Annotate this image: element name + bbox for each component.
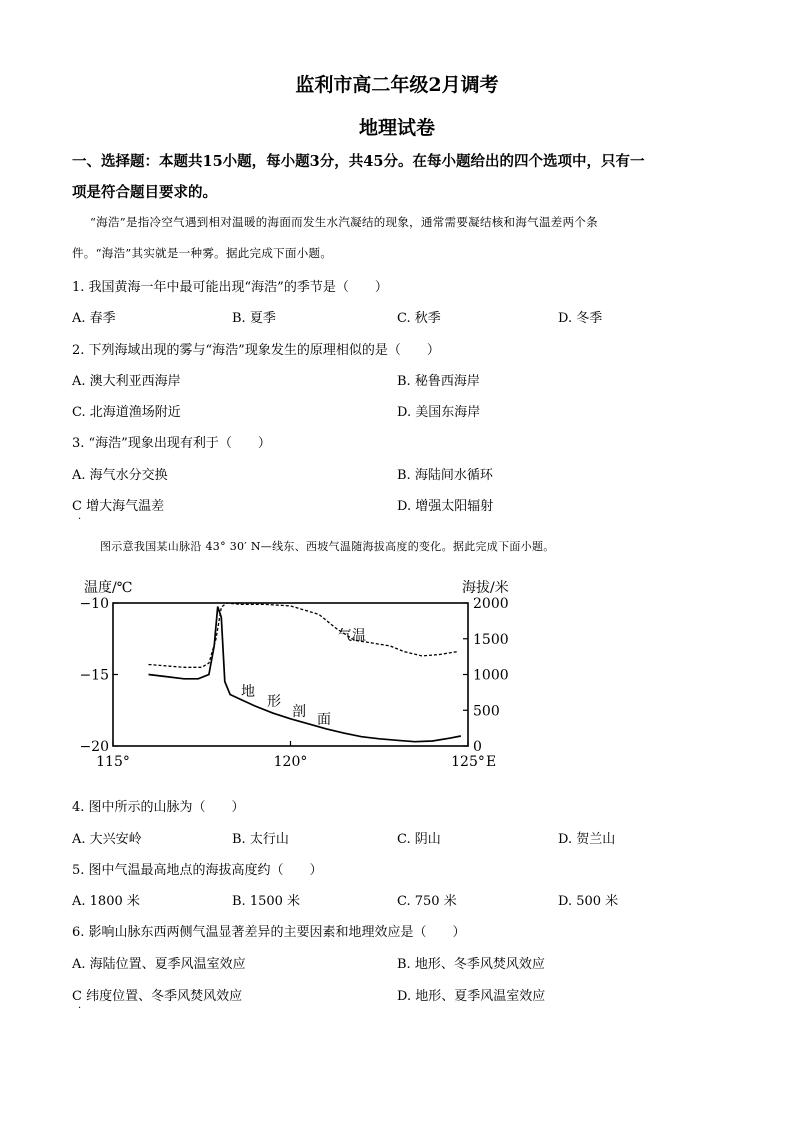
temperature-series-line — [149, 603, 458, 667]
y-right-tick-label: 500 — [473, 703, 500, 720]
stray-mark-2: · — [78, 1003, 82, 1014]
page-title: 监利市高二年级2月调考 — [295, 74, 499, 96]
terrain-label-char-3: 剖 — [292, 704, 306, 720]
terrain-label-char-2: 形 — [267, 694, 281, 710]
y-left-axis-label: 温度/℃ — [84, 580, 133, 596]
question-1-option-b[interactable]: B. 夏季 — [232, 311, 276, 326]
page-subtitle: 地理试卷 — [358, 117, 435, 139]
y-right-tick-label: 1500 — [473, 631, 509, 648]
x-tick-label: 115° — [96, 754, 130, 770]
question-4-option-d[interactable]: D. 贺兰山 — [558, 832, 616, 847]
x-tick-label: 125° — [451, 754, 485, 770]
question-6-stem: 6. 影响山脉东西两侧气温显著差异的主要因素和地理效应是（ ） — [72, 925, 466, 940]
question-6-option-d[interactable]: D. 地形、夏季风温室效应 — [397, 989, 546, 1004]
question-5-option-a[interactable]: A. 1800 米 — [72, 894, 140, 909]
question-1-option-a[interactable]: A. 春季 — [72, 311, 116, 326]
y-left-tick-label: −15 — [79, 667, 109, 684]
group1-intro-line2: 件。“海浩”其实就是一种雾。据此完成下面小题。 — [72, 246, 333, 260]
y-right-tick-label: 0 — [473, 739, 482, 755]
question-4-stem: 4. 图中所示的山脉为（ ） — [72, 800, 245, 815]
question-3-stem: 3. “海浩”现象出现有利于（ ） — [72, 436, 271, 451]
question-4-option-c[interactable]: C. 阴山 — [397, 832, 441, 847]
temperature-label: 气温 — [338, 628, 366, 644]
question-4-option-b[interactable]: B. 太行山 — [232, 832, 289, 847]
section-heading-line1: 一、选择题：本题共15小题，每小题3分，共45分。在每小题给出的四个选项中，只有一 — [72, 153, 645, 170]
question-5-option-c[interactable]: C. 750 米 — [397, 894, 457, 909]
question-2-option-a[interactable]: A. 澳大利亚西海岸 — [72, 374, 181, 389]
terrain-label-char-4: 面 — [317, 712, 331, 728]
terrain-profile-line — [149, 607, 461, 742]
terrain-label-char-1: 地 — [241, 684, 255, 700]
question-5-option-b[interactable]: B. 1500 米 — [232, 894, 301, 909]
question-5-stem: 5. 图中气温最高地点的海拔高度约（ ） — [72, 863, 323, 878]
question-1-option-d[interactable]: D. 冬季 — [558, 311, 603, 326]
question-4-option-a[interactable]: A. 大兴安岭 — [72, 832, 142, 847]
y-left-tick-label: −10 — [79, 596, 109, 612]
group2-intro: 图示意我国某山脉沿 43° 30′ N—线东、西坡气温随海拔高度的变化。据此完成下面小题。 — [100, 540, 555, 553]
plot-frame — [113, 603, 468, 746]
x-axis-unit-label: E — [486, 754, 497, 770]
question-1-option-c[interactable]: C. 秋季 — [397, 311, 441, 326]
question-2-stem: 2. 下列海域出现的雾与“海浩”现象发生的原理相似的是（ ） — [72, 343, 440, 358]
question-2-option-c[interactable]: C. 北海道渔场附近 — [72, 405, 181, 420]
group1-intro-line1: “海浩”是指冷空气遇到相对温暖的海面而发生水汽凝结的现象，通常需要凝结核和海气温差两个条 — [90, 215, 598, 229]
y-right-tick-label: 2000 — [473, 596, 509, 612]
question-6-option-b[interactable]: B. 地形、冬季风焚风效应 — [397, 957, 545, 972]
question-3-option-b[interactable]: B. 海陆间水循环 — [397, 468, 493, 483]
x-tick-label: 120° — [273, 754, 308, 770]
question-5-option-d[interactable]: D. 500 米 — [558, 894, 619, 909]
question-6-option-a[interactable]: A. 海陆位置、夏季风温室效应 — [72, 957, 246, 972]
section-heading-line2: 项是符合题目要求的。 — [72, 184, 217, 201]
question-2-option-b[interactable]: B. 秘鲁西海岸 — [397, 374, 480, 389]
question-3-option-d[interactable]: D. 增强太阳辐射 — [397, 499, 494, 514]
question-3-option-c[interactable]: C 增大海气温差 — [72, 499, 165, 514]
question-3-option-a[interactable]: A. 海气水分交换 — [72, 468, 168, 483]
question-1-stem: 1. 我国黄海一年中最可能出现“海浩”的季节是（ ） — [72, 280, 388, 295]
stray-mark: · — [78, 514, 82, 525]
y-right-tick-label: 1000 — [473, 667, 509, 684]
y-left-tick-label: −20 — [79, 739, 109, 755]
temperature-elevation-chart — [70, 570, 520, 780]
y-right-axis-label: 海拔/米 — [462, 580, 509, 596]
question-2-option-d[interactable]: D. 美国东海岸 — [397, 405, 481, 420]
question-6-option-c[interactable]: C 纬度位置、冬季风焚风效应 — [72, 989, 243, 1004]
